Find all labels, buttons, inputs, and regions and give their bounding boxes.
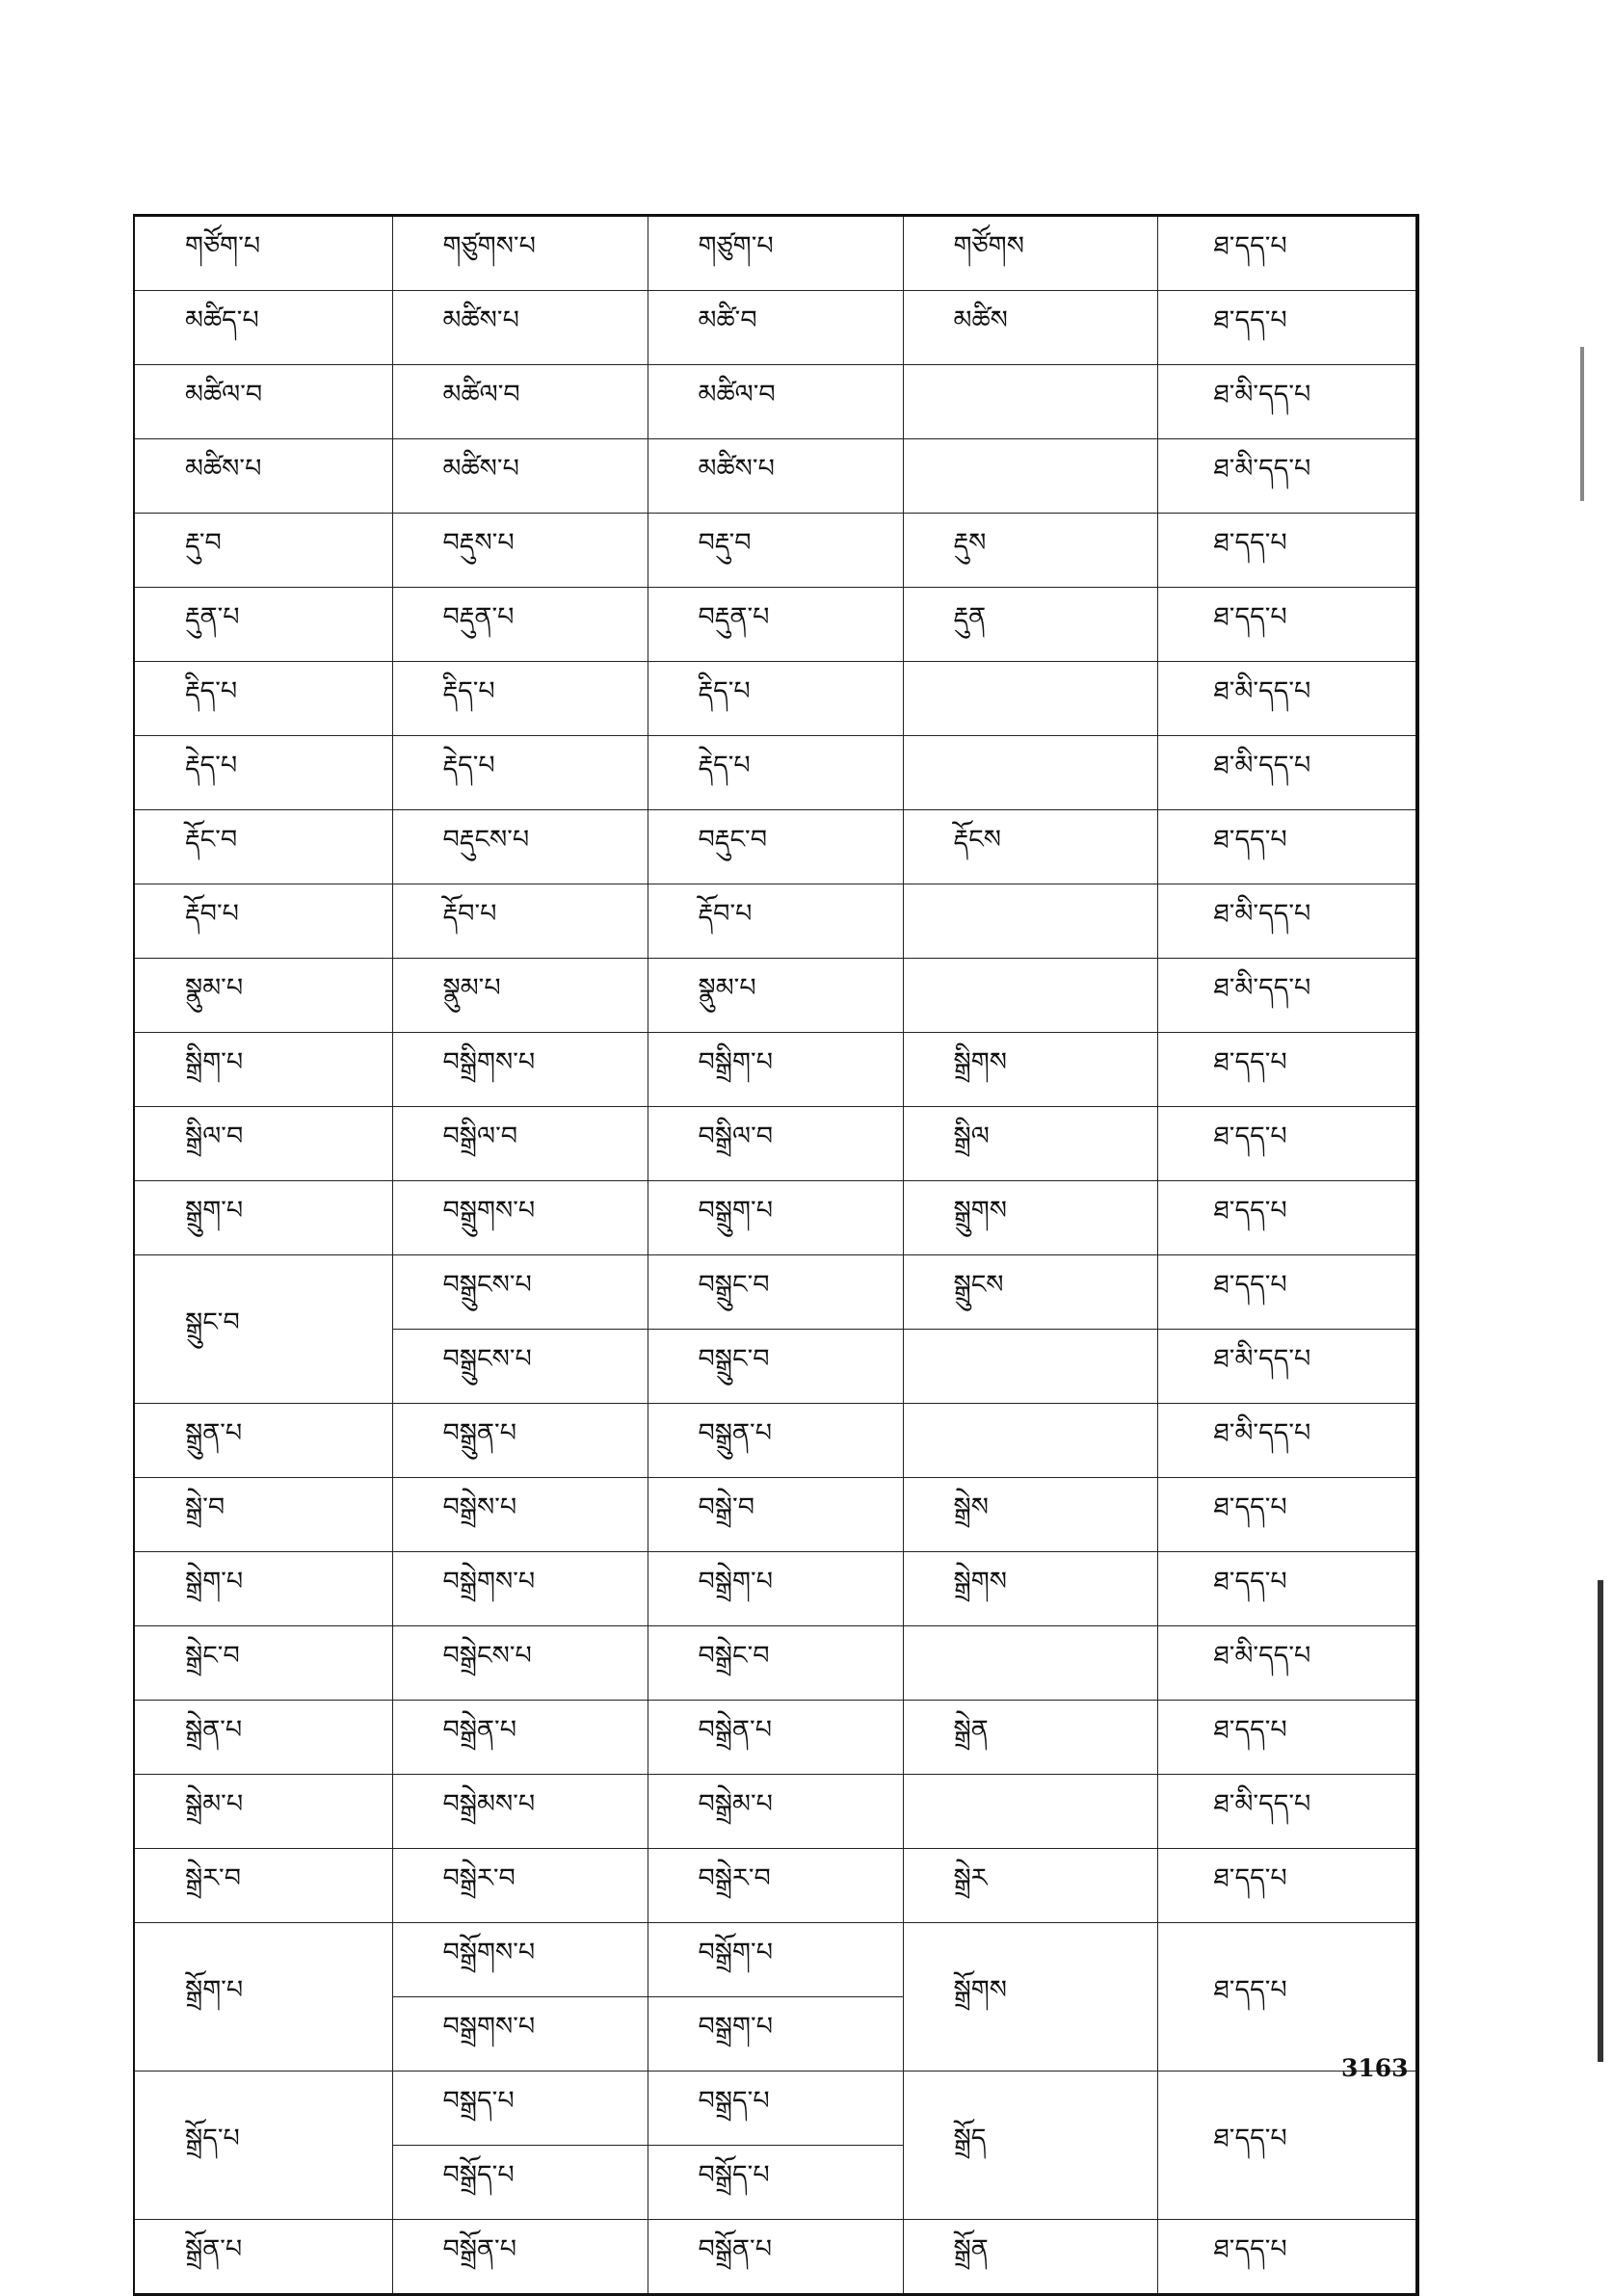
future-form: བསྒྲེང་བ [648, 1626, 903, 1701]
present-form: སྣུམ་པ [134, 959, 392, 1033]
table-row [134, 291, 1417, 365]
imperative-form [903, 959, 1157, 1033]
imperative-form [903, 736, 1157, 810]
table-row [134, 1404, 1417, 1478]
past-form: བསྒྲེས་པ [392, 1478, 648, 1552]
present-form: སྒྲོད་པ [134, 2072, 392, 2220]
table-row [134, 1033, 1417, 1107]
present-form: སྒྲོན་པ [134, 2220, 392, 2295]
present-form: རྡུ་བ [134, 514, 392, 588]
table-row [134, 1626, 1417, 1701]
past-form: བསྒྲོན་པ [392, 2220, 648, 2295]
future-form: བསྒྲུག་པ [648, 1181, 903, 1255]
future-form: མཚིལ་བ [648, 365, 903, 439]
verb-type: ཐ་མི་དད་པ [1157, 439, 1417, 514]
present-form: སྒྲེར་བ [134, 1849, 392, 1923]
imperative-form: སྒྲོགས [903, 1923, 1157, 2072]
page-number: 3163 [1341, 2054, 1409, 2082]
present-form: སྒྲུང་བ [134, 1255, 392, 1404]
imperative-form: གཙོགས [903, 216, 1157, 291]
verb-type: ཐ་མི་དད་པ [1157, 959, 1417, 1033]
verb-type: ཐ་མི་དད་པ [1157, 736, 1417, 810]
table-row [134, 439, 1417, 514]
table-row [134, 2072, 1417, 2146]
present-form: སྒྲིལ་བ [134, 1107, 392, 1181]
imperative-form: སྒྲོད [903, 2072, 1157, 2220]
imperative-form: སྒྲེས [903, 1478, 1157, 1552]
past-form: བསྒྲེངས་པ [392, 1626, 648, 1701]
future-form: བསྒྲིལ་བ [648, 1107, 903, 1181]
table-row [134, 1478, 1417, 1552]
present-form: སྒྲེན་པ [134, 1701, 392, 1775]
future-form: བསྒྲེར་བ [648, 1849, 903, 1923]
past-form: བསྒྲིལ་བ [392, 1107, 648, 1181]
present-form: མཚིད་པ [134, 291, 392, 365]
past-form: བརྡུན་པ [392, 588, 648, 662]
verb-type: ཐ་དད་པ [1157, 810, 1417, 884]
imperative-form: སྒྲོན [903, 2220, 1157, 2295]
future-form: རྡེད་པ [648, 736, 903, 810]
past-form: བསྒྲིགས་པ [392, 1033, 648, 1107]
past-form: རྡོབ་པ [392, 884, 648, 959]
verb-type: ཐ་དད་པ [1157, 2072, 1417, 2220]
scan-margin-mark [1598, 1580, 1603, 2062]
imperative-form [903, 1775, 1157, 1849]
imperative-form: སྒྲེགས [903, 1552, 1157, 1626]
table-row [134, 514, 1417, 588]
present-form: སྒྲུན་པ [134, 1404, 392, 1478]
verb-type: ཐ་དད་པ [1157, 1107, 1417, 1181]
table-row [134, 1923, 1417, 1997]
table-row [134, 1775, 1417, 1849]
past-form: བརྡུངས་པ [392, 810, 648, 884]
imperative-form [903, 662, 1157, 736]
verb-type: ཐ་དད་པ [1157, 1701, 1417, 1775]
verb-type: ཐ་མི་དད་པ [1157, 884, 1417, 959]
present-form: སྒྲེག་པ [134, 1552, 392, 1626]
verb-type: ཐ་མི་དད་པ [1157, 1404, 1417, 1478]
verb-type: ཐ་དད་པ [1157, 216, 1417, 291]
past-form: བསྒྲོད་པ [392, 2146, 648, 2220]
table-row [134, 884, 1417, 959]
future-form: བསྒྲེག་པ [648, 1552, 903, 1626]
past-form: རྡིད་པ [392, 662, 648, 736]
present-form: རྡུན་པ [134, 588, 392, 662]
past-form: མཚིས་པ [392, 439, 648, 514]
imperative-form [903, 1404, 1157, 1478]
future-form: བསྒྲུང་བ [648, 1255, 903, 1330]
table-row [134, 662, 1417, 736]
future-form: གཙུག་པ [648, 216, 903, 291]
table-row [134, 1181, 1417, 1255]
verb-type: ཐ་མི་དད་པ [1157, 1626, 1417, 1701]
past-form: བསྒྲུགས་པ [392, 1181, 648, 1255]
future-form: རྡོབ་པ [648, 884, 903, 959]
future-form: བསྒྲད་པ [648, 2072, 903, 2146]
table-row [134, 1107, 1417, 1181]
verb-type: ཐ་མི་དད་པ [1157, 365, 1417, 439]
present-form: རྡེད་པ [134, 736, 392, 810]
imperative-form: སྒྲིལ [903, 1107, 1157, 1181]
imperative-form: རྡུས [903, 514, 1157, 588]
past-form: མཚིས་པ [392, 291, 648, 365]
present-form: གཙོག་པ [134, 216, 392, 291]
verb-type: ཐ་དད་པ [1157, 1923, 1417, 2072]
future-form: བསྒྲོད་པ [648, 2146, 903, 2220]
table-row [134, 2220, 1417, 2295]
future-form: བསྒྲིག་པ [648, 1033, 903, 1107]
imperative-form [903, 439, 1157, 514]
past-form: བསྒྲེམས་པ [392, 1775, 648, 1849]
imperative-form [903, 1330, 1157, 1404]
verb-type: ཐ་དད་པ [1157, 1033, 1417, 1107]
future-form: བསྒྲུན་པ [648, 1404, 903, 1478]
verb-type: ཐ་མི་དད་པ [1157, 662, 1417, 736]
present-form: རྡོང་བ [134, 810, 392, 884]
present-form: མཚིས་པ [134, 439, 392, 514]
verb-type: ཐ་དད་པ [1157, 1181, 1417, 1255]
verb-type: ཐ་མི་དད་པ [1157, 1330, 1417, 1404]
past-form: གཙུགས་པ [392, 216, 648, 291]
imperative-form: སྒྲུངས [903, 1255, 1157, 1330]
past-form: བསྒྲུངས་པ [392, 1330, 648, 1404]
future-form: སྣུམ་པ [648, 959, 903, 1033]
imperative-form: སྒྲུགས [903, 1181, 1157, 1255]
past-form: སྣུམ་པ [392, 959, 648, 1033]
future-form: མཚིས་པ [648, 439, 903, 514]
present-form: སྒྲེང་བ [134, 1626, 392, 1701]
past-form: བསྒྲུན་པ [392, 1404, 648, 1478]
table-row [134, 736, 1417, 810]
table-row [134, 1255, 1417, 1330]
imperative-form: སྒྲིགས [903, 1033, 1157, 1107]
past-form: རྡེད་པ [392, 736, 648, 810]
future-form: བསྒྲོན་པ [648, 2220, 903, 2295]
table-row [134, 1701, 1417, 1775]
future-form: བསྒྲེ་བ [648, 1478, 903, 1552]
imperative-form: སྒྲེར [903, 1849, 1157, 1923]
future-form: བསྒྲེན་པ [648, 1701, 903, 1775]
past-form: བསྒྲད་པ [392, 2072, 648, 2146]
present-form: སྒྲུག་པ [134, 1181, 392, 1255]
present-form: སྒྲིག་པ [134, 1033, 392, 1107]
present-form: སྒྲེ་བ [134, 1478, 392, 1552]
imperative-form: རྡོངས [903, 810, 1157, 884]
table-row [134, 588, 1417, 662]
table-row [134, 810, 1417, 884]
past-form: བསྒྲོགས་པ [392, 1923, 648, 1997]
imperative-form [903, 884, 1157, 959]
table-row [134, 216, 1417, 291]
past-form: བརྡུས་པ [392, 514, 648, 588]
verb-type: ཐ་དད་པ [1157, 1552, 1417, 1626]
past-form: བསྒྲུངས་པ [392, 1255, 648, 1330]
verb-type: ཐ་དད་པ [1157, 2220, 1417, 2295]
table-row [134, 1552, 1417, 1626]
verb-type: ཐ་དད་པ [1157, 588, 1417, 662]
present-form: རྡོབ་པ [134, 884, 392, 959]
present-form: སྒྲོག་པ [134, 1923, 392, 2072]
future-form: བསྒྲེམ་པ [648, 1775, 903, 1849]
table-row [134, 365, 1417, 439]
table-row [134, 959, 1417, 1033]
present-form: རྡིད་པ [134, 662, 392, 736]
imperative-form: རྡུན [903, 588, 1157, 662]
past-form: མཚིལ་བ [392, 365, 648, 439]
verb-conjugation-table [133, 214, 1419, 2296]
past-form: བསྒྲེགས་པ [392, 1552, 648, 1626]
table-row [134, 1849, 1417, 1923]
past-form: བསྒྲགས་པ [392, 1997, 648, 2072]
future-form: བརྡུ་བ [648, 514, 903, 588]
future-form: བསྒྲག་པ [648, 1997, 903, 2072]
past-form: བསྒྲེར་བ [392, 1849, 648, 1923]
present-form: མཚིལ་བ [134, 365, 392, 439]
scan-margin-mark [1580, 347, 1584, 501]
imperative-form [903, 1626, 1157, 1701]
imperative-form: མཚིས [903, 291, 1157, 365]
future-form: རྡིད་པ [648, 662, 903, 736]
verb-type: ཐ་མི་དད་པ [1157, 1775, 1417, 1849]
imperative-form [903, 365, 1157, 439]
verb-type: ཐ་དད་པ [1157, 1478, 1417, 1552]
verb-type: ཐ་དད་པ [1157, 1849, 1417, 1923]
imperative-form: སྒྲེན [903, 1701, 1157, 1775]
future-form: བརྡུང་བ [648, 810, 903, 884]
verb-type: ཐ་དད་པ [1157, 291, 1417, 365]
verb-type: ཐ་དད་པ [1157, 514, 1417, 588]
future-form: བསྒྲུང་བ [648, 1330, 903, 1404]
verb-type: ཐ་དད་པ [1157, 1255, 1417, 1330]
future-form: མཚི་བ [648, 291, 903, 365]
future-form: བརྡུན་པ [648, 588, 903, 662]
past-form: བསྒྲེན་པ [392, 1701, 648, 1775]
present-form: སྒྲེམ་པ [134, 1775, 392, 1849]
future-form: བསྒྲོག་པ [648, 1923, 903, 1997]
